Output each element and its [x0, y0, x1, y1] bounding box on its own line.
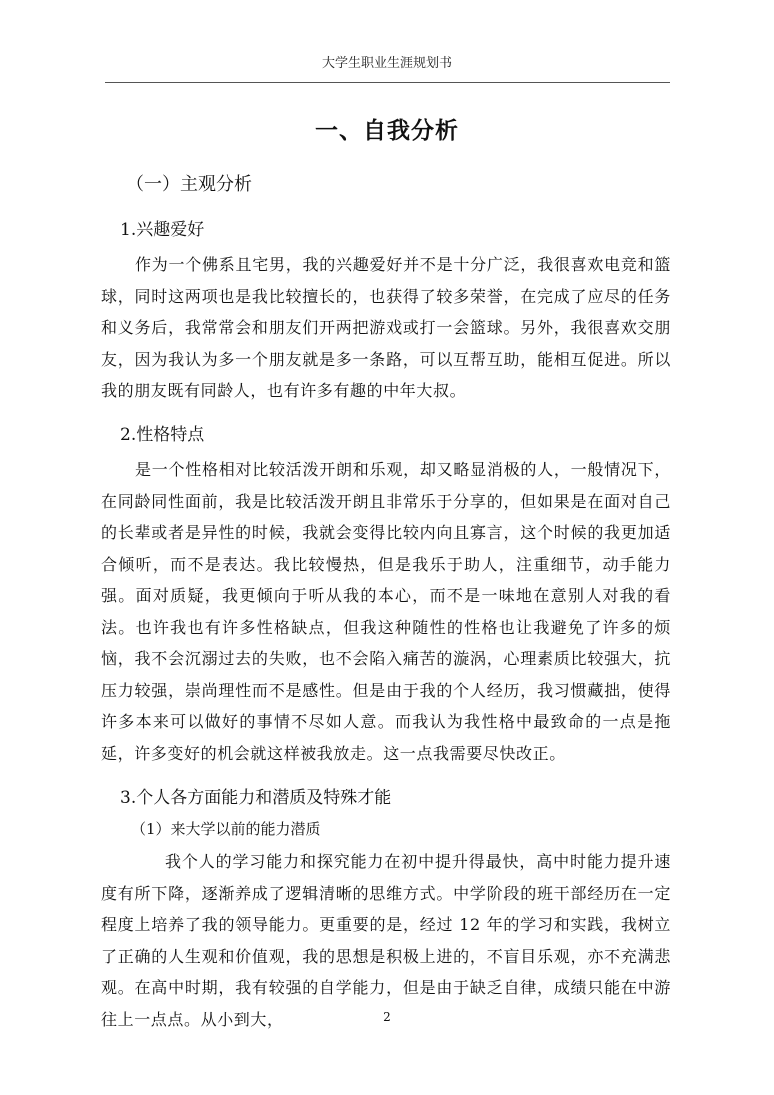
- section-heading: （一）主观分析: [126, 174, 252, 195]
- header-divider: [105, 82, 670, 83]
- paragraph-personality: 是一个性格相对比较活泼开朗和乐观，却又略显消极的人，一般情况下，在同龄同性面前，我是比较活泼开朗且非常乐于分享的，但如果是在面对自己的长辈或者是异性的时候，我就会变得比较内向且寡言，这个时候的我更加适合倾听，而不是表达。我比较慢热，但是我乐于助人，注重细节，动手能力强。面对质疑，我更倾向于听从我的本心，而不是一味地在意别人对我的看法。也许我也有许多性格缺点，但我这种随性的性格也让我避免了许多的烦恼，我不会沉溺过去的失败，也不会陷入痛苦的漩涡，心理素质比较强大，抗压力较强，崇尚理性而不是感性。但是由于我的个人经历，我习惯藏拙，使得许多本来可以做好的事情不尽如人意。而我认为我性格中最致命的一点是拖延，许多变好的机会就这样被我放走。这一点我需要尽快改正。: [101, 460, 671, 763]
- paragraph-pre-college: 我个人的学习能力和探究能力在初中提升得最快，高中时能力提升速度有所下降，逐渐养成了逻辑清晰的思维方式。中学阶段的班干部经历在一定程度上培养了我的领导能力。更重要的是，经过 12 年的学习和实践，我树立了正确的人生观和价值观，我的思想是积极上进的，不盲目乐观，亦不充满悲观。在高中时期，我有较强的自学能力，但是由于缺乏自律，成绩只能在中游往上一点点。从小到大，: [101, 852, 671, 1029]
- page-number: 2: [383, 1010, 391, 1024]
- chapter-title: 一、自我分析: [315, 118, 459, 144]
- running-header: 大学生职业生涯规划书: [321, 56, 452, 71]
- paragraph-interests: 作为一个佛系且宅男，我的兴趣爱好并不是十分广泛，我很喜欢电竞和篮球，同时这两项也是我比较擅长的，也获得了较多荣誉，在完成了应尽的任务和义务后，我常常会和朋友们开两把游戏或打一会篮球。另外，我很喜欢交朋友，因为我认为多一个朋友就是多一条路，可以互帮互助，能相互促进。所以我的朋友既有同龄人，也有许多有趣的中年大叔。: [101, 255, 671, 400]
- subsection-heading-interests: 1.兴趣爱好: [120, 220, 205, 240]
- item-heading-pre-college: （1）来大学以前的能力潜质: [131, 820, 321, 838]
- subsection-heading-abilities: 3.个人各方面能力和潜质及特殊才能: [120, 788, 392, 808]
- subsection-heading-personality: 2.性格特点: [120, 425, 205, 445]
